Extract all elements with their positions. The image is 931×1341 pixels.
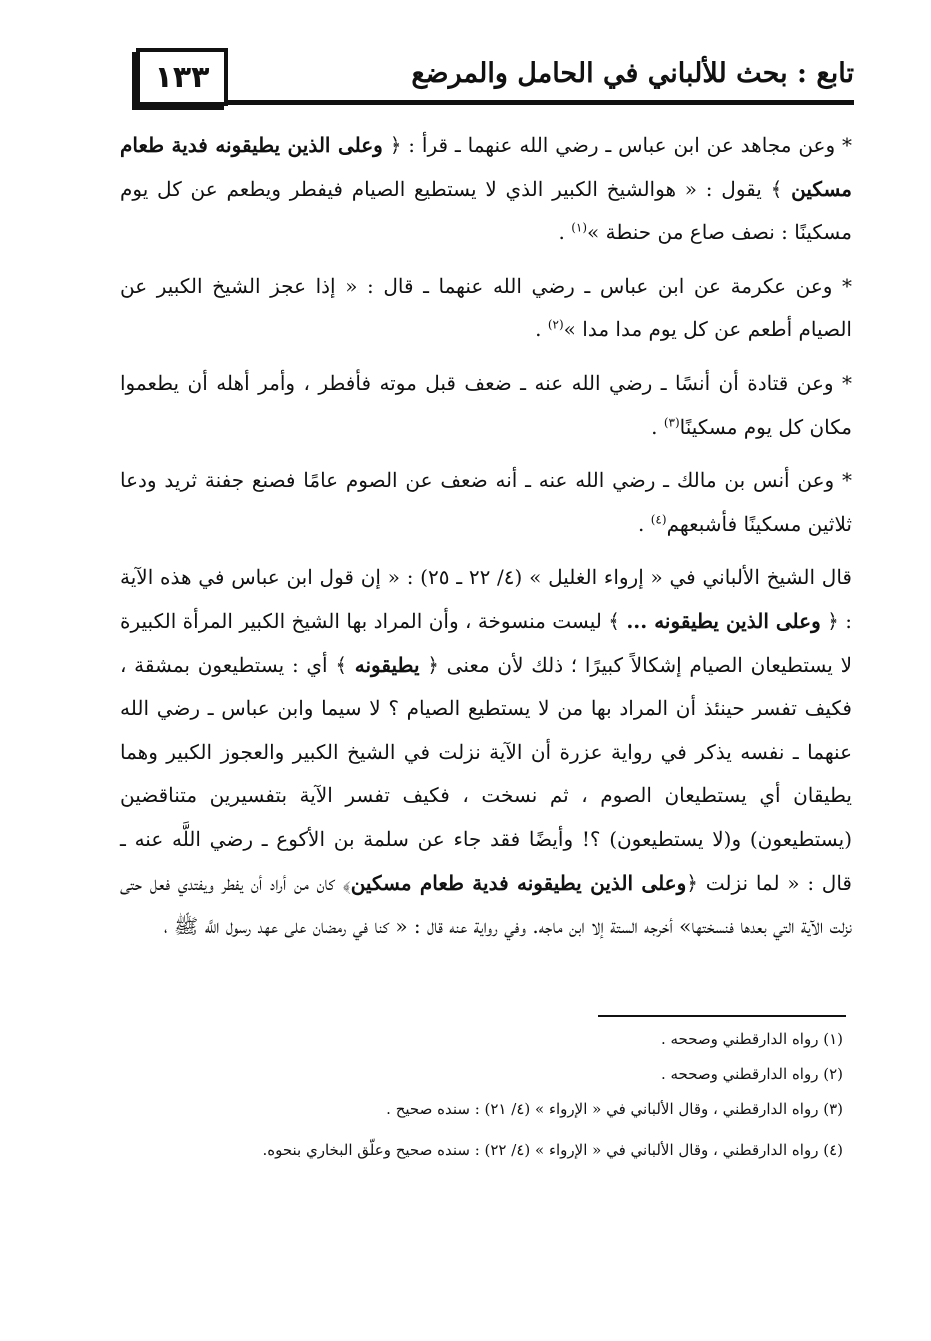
running-title: تابع : بحث للألباني في الحامل والمرضع — [411, 58, 854, 89]
paragraph-qatadah — [120, 362, 852, 449]
paragraph-text: * وعن أنس بن مالك ـ رضي الله عنه ـ أنه ضعف عن الصوم عامًا فصنع جفنة ثريد ودعا ثلاثين مسكينًا فأشبعهم — [120, 468, 852, 536]
paragraph-text: قال الشيخ الألباني في « إرواء الغليل » (٤/ ٢٢ ـ ٢٥) : « إن قول ابن عباس في هذه الآية : ﴿ — [120, 565, 852, 633]
paragraph-text: ﴾ كان من أراد أن يفطر ويفتدي فعل حتى نزلت الآية التي بعدها فنسختها» أخرجه الستة إلا ابن ماجه. وفي رواية عنه قال : « كنا في رمضان على عهد رسول اللَّه ﷺ ، — [120, 870, 852, 939]
quran-quote: وعلى الذين يطيقونه فدية طعام مسكين — [120, 133, 852, 201]
paragraph-end: . — [638, 511, 651, 536]
page-header — [126, 40, 854, 112]
footnote-ref: (٢) — [547, 317, 564, 332]
paragraph-text: ﴾ أي : يستطيعون بمشقة ، فكيف تفسر حينئذ أن المراد بها من لا يستطيع الصيام ؟ لا سيما وابن عباس ـ رضي الله عنهما ـ نفسه يذكر في رواية عزرة أن الآية نزلت في الشيخ الكبير والعجوز الكبير وهما يطيقان أي يستطيعان الصوم ، ثم نسخت ، فكيف تفسر الآية بتفسيرين متناقضين (يستطيعون) و(لا يستطيعون) ؟! وأيضًا فقد جاء عن سلمة بن الأكوع ـ رضي اللَّه عنه ـ قال : « لما نزلت ﴿ — [120, 652, 852, 895]
header-rule — [226, 100, 854, 105]
paragraph-end: . — [535, 317, 548, 342]
paragraph-text: * وعن مجاهد عن ابن عباس ـ رضي الله عنهما ـ قرأ : ﴿ — [382, 133, 852, 157]
footnote: (٢) رواه الدارقطني وصححه . — [660, 1065, 843, 1083]
quran-word: يطيقونه — [354, 652, 420, 677]
footnote: (٤) رواه الدارقطني ، وقال الألباني في « الإرواء » (٤/ ٢٢) : سنده صحيح وعلّق البخاري بنحوه. — [262, 1141, 843, 1159]
paragraph-text: * وعن عكرمة عن ابن عباس ـ رضي الله عنهما ـ قال : « إذا عجز الشيخ الكبير عن الصيام أطعم عن كل يوم مدا مدا » — [120, 273, 852, 342]
paragraph-end: . — [651, 414, 664, 439]
paragraph-ikrimah — [120, 265, 852, 352]
paragraph-text: * وعن قتادة أن أنسًا ـ رضي الله عنه ـ ضعف قبل موته فأفطر ، وأمر أهله أن يطعموا مكان كل يوم مسكينًا — [120, 370, 852, 439]
footnote-ref: (٣) — [663, 414, 680, 429]
footnote-ref: (٤) — [650, 512, 667, 527]
paragraph-mujahid — [120, 124, 852, 255]
paragraph-anas — [120, 459, 852, 546]
footnote: (٣) رواه الدارقطني ، وقال الألباني في « الإرواء » (٤/ ٢١) : سنده صحيح . — [386, 1100, 843, 1118]
footnote-ref: (١) — [571, 220, 588, 235]
paragraph-text: ﴾ ليست منسوخة ، وأن المراد بها الشيخ الكبير المرأة الكبيرة لا يستطيعان الصيام إشكالاً كبيرًا ؛ ذلك لأن معنى ﴿ — [120, 608, 852, 677]
main-text — [120, 124, 852, 949]
page-number: ١٣٣ — [136, 48, 228, 106]
footnote-rule — [598, 1015, 846, 1017]
paragraph-text: ﴾ يقول : « هوالشيخ الكبير الذي لا يستطيع الصيام فيفطر ويطعم عن كل يوم مسكينًا : نصف صاع من حنطة » — [120, 176, 852, 245]
quran-quote: وعلى الذين يطيقونه ... — [626, 608, 821, 633]
footnotes — [108, 1026, 843, 1177]
paragraph-end: . — [558, 220, 572, 245]
quran-quote: وعلى الذين يطيقونه فدية طعام مسكين — [350, 870, 687, 895]
paragraph-albani — [120, 556, 852, 948]
footnote: (١) رواه الدارقطني وصححه . — [660, 1030, 843, 1048]
